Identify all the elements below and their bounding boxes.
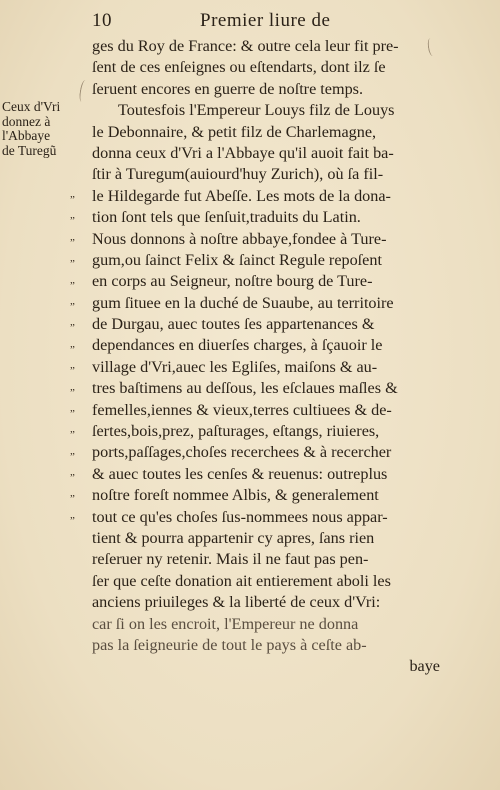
- text-line: le Hildegarde fut Abeſſe. Les mots de la dona-: [92, 186, 391, 205]
- quote-mark: „: [70, 294, 75, 307]
- running-title: Premier liure de: [200, 10, 331, 31]
- margin-note: [2, 100, 90, 158]
- quote-mark: „: [70, 316, 75, 329]
- quote-mark: „: [70, 188, 75, 200]
- text-line: tient & pourra appartenir cy apres, ſans rien: [92, 528, 375, 547]
- quote-mark: „: [70, 423, 75, 436]
- text-line: Nous donnons à noſtre abbaye,fondee à Ture-: [92, 229, 387, 248]
- text-line: ſent de ces enſeignes ou eſtendarts, dont ilz ſe: [92, 58, 386, 77]
- quote-mark: „: [70, 359, 75, 372]
- quote-mark: „: [70, 337, 75, 350]
- text-line: ſertes,bois,prez, paſturages, eſtangs, riuieres,: [92, 422, 380, 441]
- quote-mark: „: [70, 380, 75, 393]
- text-line: femelles,iennes & vieux,terres cultiuees & de-: [92, 400, 392, 419]
- margin-note-line: de Turegũ: [2, 142, 57, 158]
- body-text: [92, 36, 452, 678]
- page-number: 10: [92, 10, 112, 31]
- text-line: ges du Roy de France: & outre cela leur fit pre-: [92, 37, 399, 55]
- quote-mark: „: [70, 487, 75, 500]
- quote-mark: „: [70, 508, 75, 521]
- text-line: car ſi on les encroit, l'Empereur ne donna: [92, 614, 359, 633]
- text-line: donna ceux d'Vri a l'Abbaye qu'il auoit fait ba-: [92, 143, 394, 162]
- quote-mark: „: [70, 273, 75, 286]
- pencil-mark: [78, 80, 89, 103]
- text-line: pas la ſeigneurie de tout le pays à ceſte ab-: [92, 635, 367, 654]
- quote-mark: „: [70, 230, 75, 243]
- text-line: le Debonnaire, & petit filz de Charlemagne,: [92, 122, 377, 141]
- text-line: ſtir à Turegum(auiourd'huy Zurich), où ſa fil-: [92, 165, 384, 184]
- text-line: gum ſituee en la duché de Suaube, au territoire: [92, 293, 394, 312]
- text-line: Toutesfois l'Empereur Louys filz de Louys: [118, 101, 395, 120]
- quote-mark: „: [70, 209, 75, 222]
- catchword: baye: [409, 657, 440, 676]
- text-line: de Durgau, auec toutes ſes appartenances &: [92, 315, 375, 334]
- text-line: tres baſtimens au deſſous, les eſclaues maſles &: [92, 379, 398, 398]
- text-line: ſeruent encores en guerre de noſtre temps.: [92, 79, 364, 98]
- text-line: & auec toutes les cenſes & reuenus: outreplus: [92, 464, 388, 483]
- quote-mark: „: [70, 466, 75, 479]
- margin-note-line: l'Abbaye: [2, 128, 51, 144]
- margin-note-line: Ceux d'Vri: [2, 99, 61, 114]
- quote-mark: „: [70, 401, 75, 414]
- quote-mark: „: [70, 444, 75, 457]
- text-line: noſtre foreſt nommee Albis, & generalement: [92, 486, 379, 505]
- quote-mark: „: [70, 252, 75, 265]
- quotation-marks-column: [70, 184, 86, 526]
- text-line: village d'Vri,auec les Egliſes, maiſons & au-: [92, 357, 378, 376]
- text-line: gum,ou ſainct Felix & ſainct Regule repoſent: [92, 250, 382, 269]
- text-line: en corps au Seigneur, noſtre bourg de Ture-: [92, 272, 373, 291]
- text-line: dependances en diuerſes charges, à ſçauoir le: [92, 336, 383, 355]
- margin-note-line: donnez à: [2, 113, 51, 129]
- text-line: anciens priuileges & la liberté de ceux d'Vri:: [92, 593, 381, 612]
- text-line: tout ce qu'es choſes ſus-nommees nous appar-: [92, 507, 388, 526]
- text-line: ports,paſſages,choſes recerchees & à recercher: [92, 443, 392, 462]
- text-line: reſeruer ny retenir. Mais il ne faut pas pen-: [92, 550, 369, 569]
- text-line: tion ſont tels que ſenſuit,traduits du Latin.: [92, 208, 361, 227]
- text-line: ſer que ceſte donation ait entierement aboli les: [92, 571, 391, 590]
